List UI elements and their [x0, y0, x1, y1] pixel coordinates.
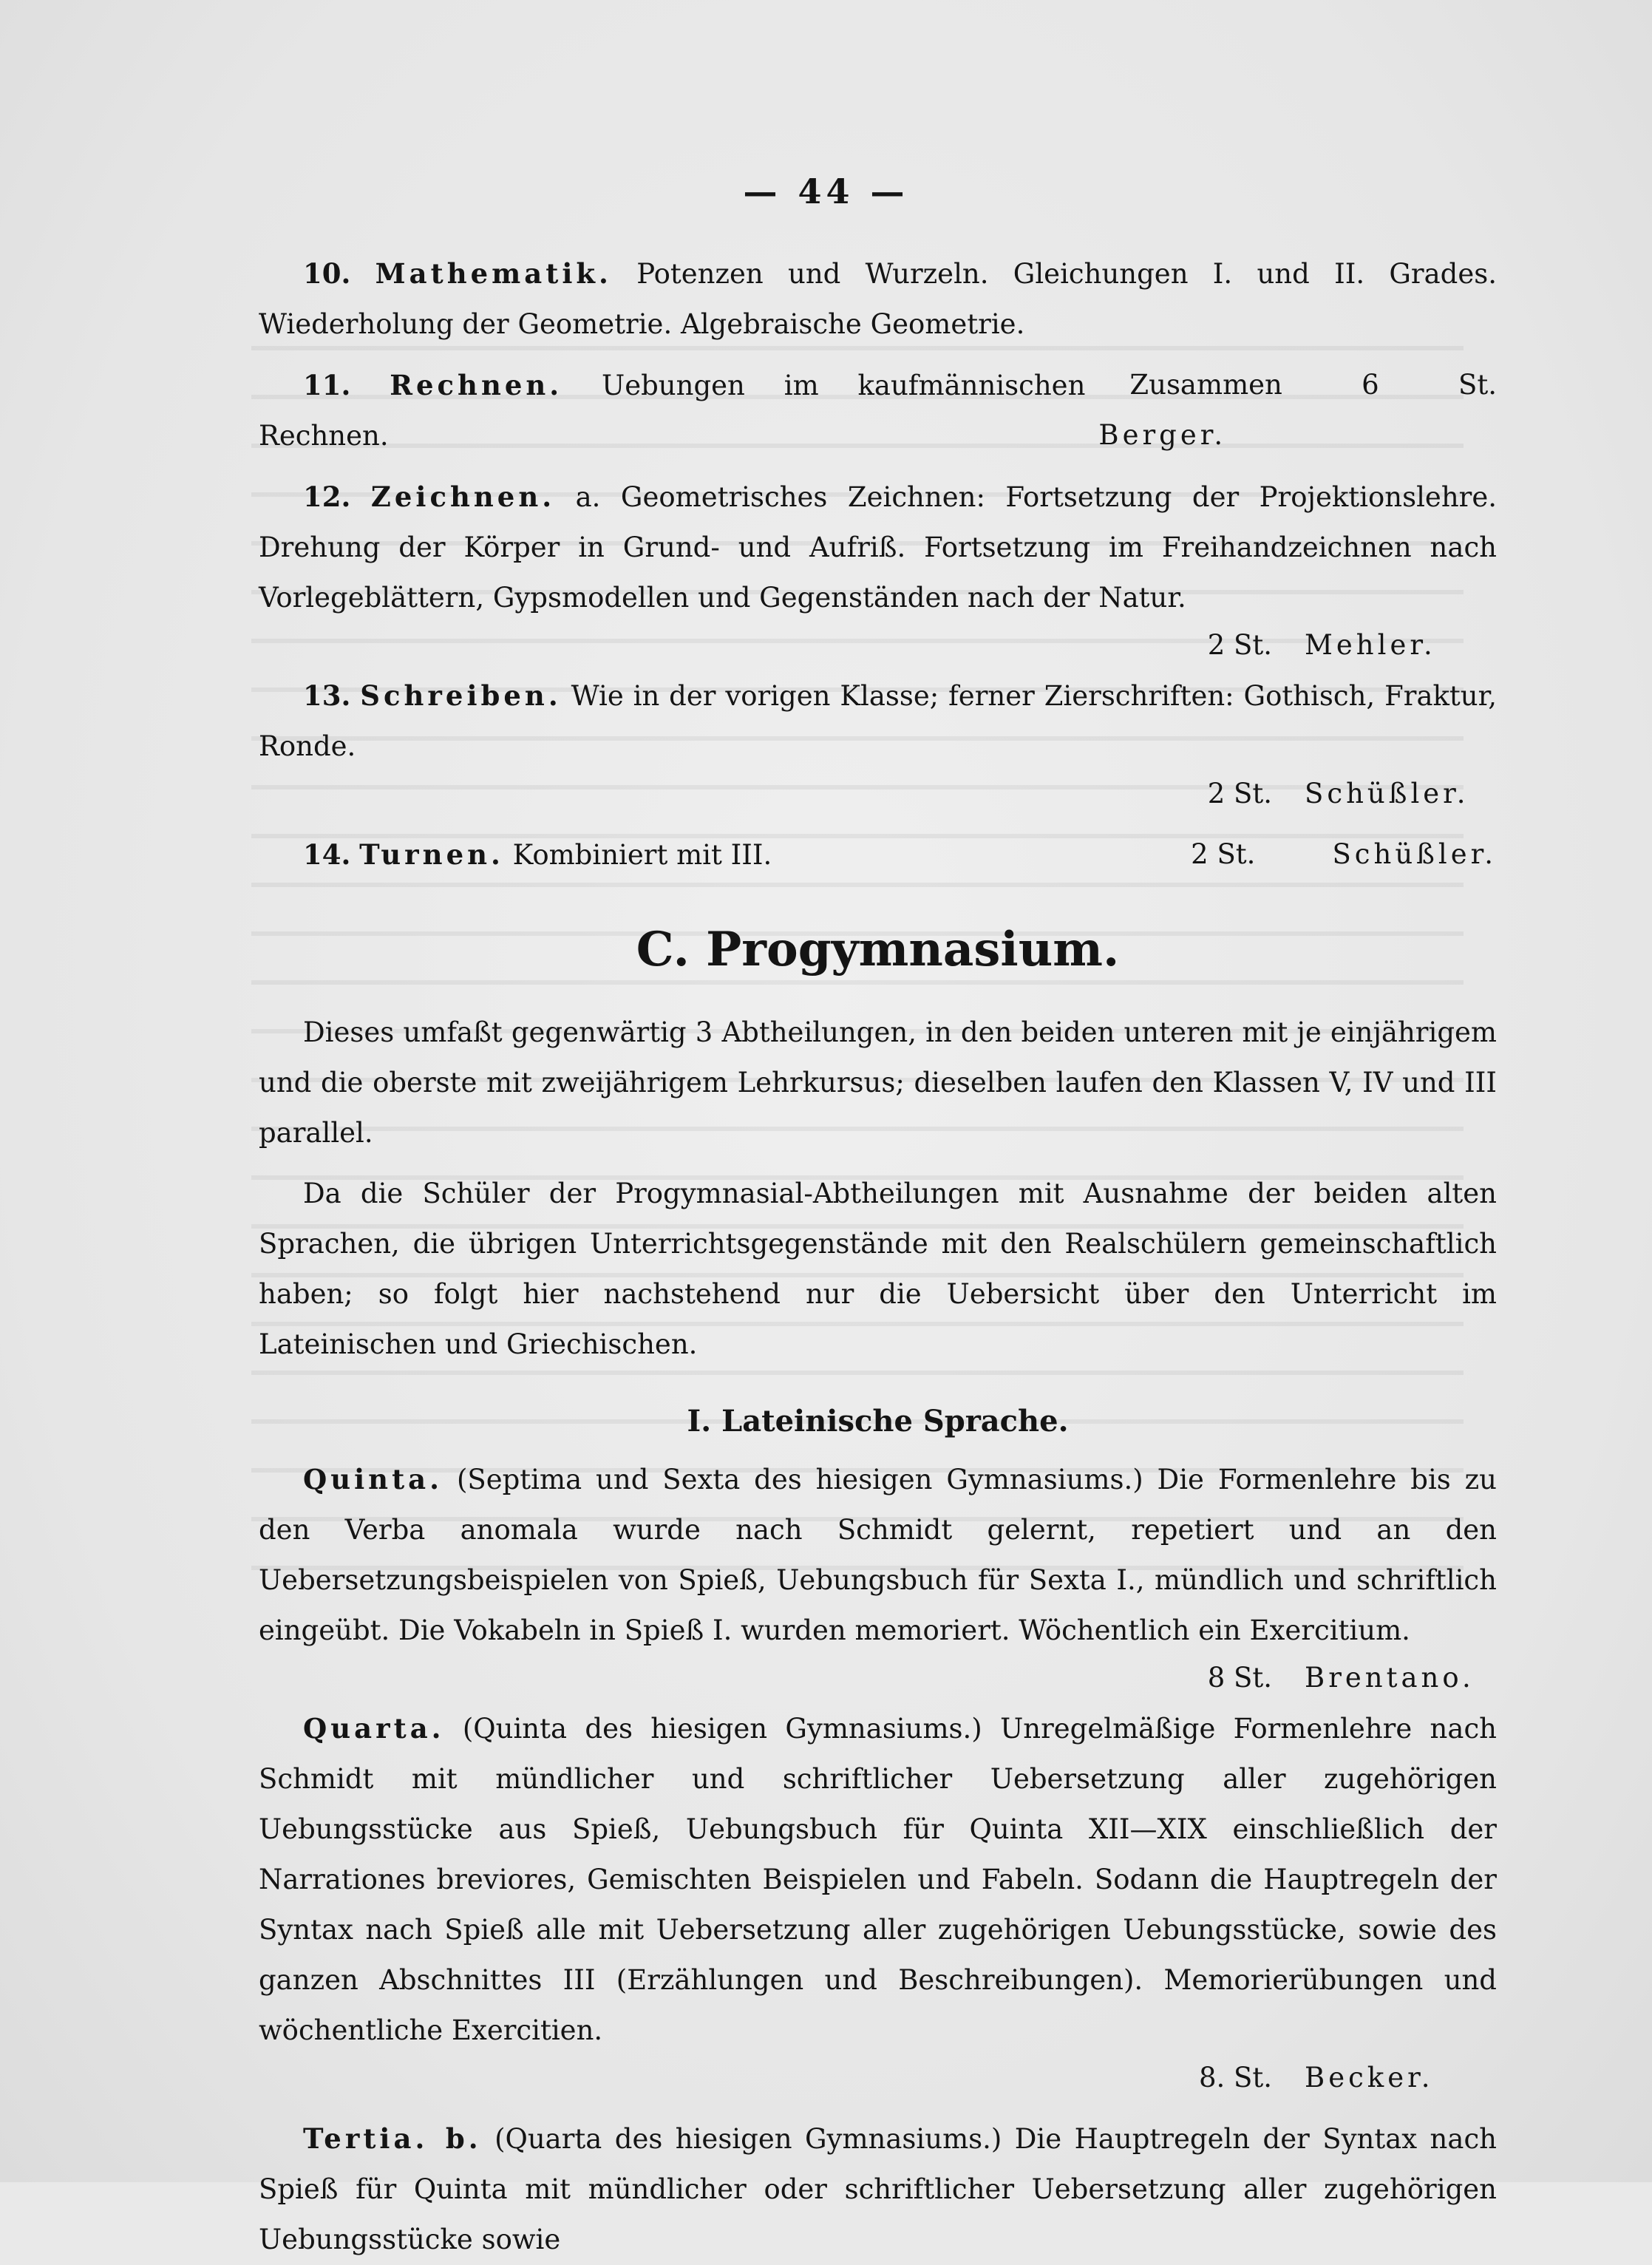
class-text: (Quinta des hiesigen Gymnasiums.) Unregelmäßige Formenlehre nach Schmidt mit mündlicher und schriftlicher Uebersetzung aller zugehörigen Uebungsstücke aus Spieß, Uebungsbuch für Quinta XII—XIX einschließlich der Narrationes breviores, Gemischten Beispielen und Fabeln. Sodann die Hauptregeln der Syntax nach Spieß alle mit Uebersetzung aller zugehörigen Uebungsstücke, sowie des ganzen Abschnittes III (Erzählungen und Beschreibungen). Memorierübungen und wöchentliche Exercitien.: [259, 1713, 1497, 2046]
section-title: C. Progymnasium.: [636, 922, 1120, 977]
entry-turnen: [259, 829, 1497, 880]
entry-text: Kombiniert mit III.: [512, 839, 772, 871]
entry-hours: 2 St.: [1191, 838, 1256, 870]
page-number: — 44 —: [743, 172, 909, 211]
class-signature: [259, 1653, 1497, 1703]
class-entry-tertia-b: [259, 2113, 1497, 2265]
entry-number: 11.: [303, 369, 351, 401]
class-name: Quarta.: [303, 1712, 445, 1745]
entry-number: 14.: [303, 838, 351, 871]
entry-signature: [259, 769, 1497, 819]
entry-subject: Schreiben.: [360, 679, 562, 712]
class-entry-quarta: [259, 1703, 1497, 2056]
class-signature: [259, 2053, 1497, 2103]
class-entry-quinta: [259, 1454, 1497, 1656]
class-teacher: Brentano.: [1305, 1662, 1475, 1694]
entry-schreiben: [259, 670, 1497, 772]
class-teacher: Becker.: [1305, 2062, 1434, 2093]
entry-mathematik: [259, 248, 1497, 350]
entry-teacher: Berger.: [1098, 419, 1227, 451]
section-intro-paragraph: Dieses umfaßt gegenwärtig 3 Abtheilungen, in den beiden unteren mit je einjährigem und die oberste mit zweijährigem Lehrkursus; dieselben laufen den Klassen V, IV und III parallel.: [259, 1016, 1497, 1149]
entry-signature: [259, 620, 1497, 670]
entry-teacher: Schüßler.: [1332, 838, 1497, 870]
class-name: Quinta.: [303, 1463, 443, 1495]
class-text: (Septima und Sexta des hiesigen Gymnasiums.) Die Formenlehre bis zu den Verba anomala wurde nach Schmidt gelernt, repetiert und an den Uebersetzungsbeispielen von Spieß, Uebungsbuch für Sexta I., mündlich und schriftlich eingeübt. Die Vokabeln in Spieß I. wurden memoriert. Wöchentlich ein Exercitium.: [259, 1464, 1497, 1646]
entry-text: Uebungen im kaufmännischen Rechnen.: [259, 370, 1086, 452]
entry-hours: 2 St.: [1207, 629, 1272, 661]
subsection-title: I. Lateinische Sprache.: [687, 1404, 1069, 1439]
entry-rechnen: [259, 360, 1497, 461]
entry-subject: Mathematik.: [375, 257, 612, 290]
entry-teacher: Mehler.: [1305, 629, 1436, 661]
class-name: Tertia. b.: [303, 2122, 482, 2155]
entry-zeichnen: [259, 472, 1497, 623]
entry-text: Wie in der vorigen Klasse; ferner Zierschriften: Gothisch, Fraktur, Ronde.: [259, 680, 1498, 762]
entry-subject: Zeichnen.: [370, 480, 556, 513]
class-hours: 8. St.: [1198, 2062, 1272, 2093]
entry-number: 12.: [303, 480, 351, 513]
class-text: (Quarta des hiesigen Gymnasiums.) Die Hauptregeln der Syntax nach Spieß für Quinta mit mündlicher oder schriftlicher Uebersetzung aller zugehörigen Uebungsstücke sowie: [259, 2123, 1497, 2255]
entry-subject: Rechnen.: [390, 369, 563, 401]
class-hours: 8 St.: [1207, 1662, 1272, 1694]
entry-hours: Zusammen 6 St.: [1129, 369, 1497, 401]
entry-subject: Turnen.: [359, 838, 504, 871]
entry-teacher: Schüßler.: [1305, 778, 1469, 809]
entry-text: a. Geometrisches Zeichnen: Fortsetzung der Projektionslehre. Drehung der Körper in Grund- und Aufriß. Fortsetzung im Freihandzeichnen nach Vorlegeblättern, Gypsmodellen und Gegenständen nach der Natur.: [259, 481, 1498, 614]
entry-text: Potenzen und Wurzeln. Gleichungen I. und II. Grades. Wiederholung der Geometrie. Algebraische Geometrie.: [259, 258, 1498, 340]
page-content: [259, 248, 1497, 2265]
entry-hours: 2 St.: [1207, 778, 1272, 809]
entry-number: 13.: [303, 679, 351, 712]
entry-number: 10.: [303, 257, 351, 290]
section-intro-paragraph: Da die Schüler der Progymnasial-Abtheilungen mit Ausnahme der beiden alten Sprachen, die übrigen Unterrichtsgegenstände mit den Realschülern gemeinschaftlich haben; so folgt hier nachstehend nur die Uebersicht über den Unterricht im Lateinischen und Griechischen.: [259, 1178, 1497, 1360]
